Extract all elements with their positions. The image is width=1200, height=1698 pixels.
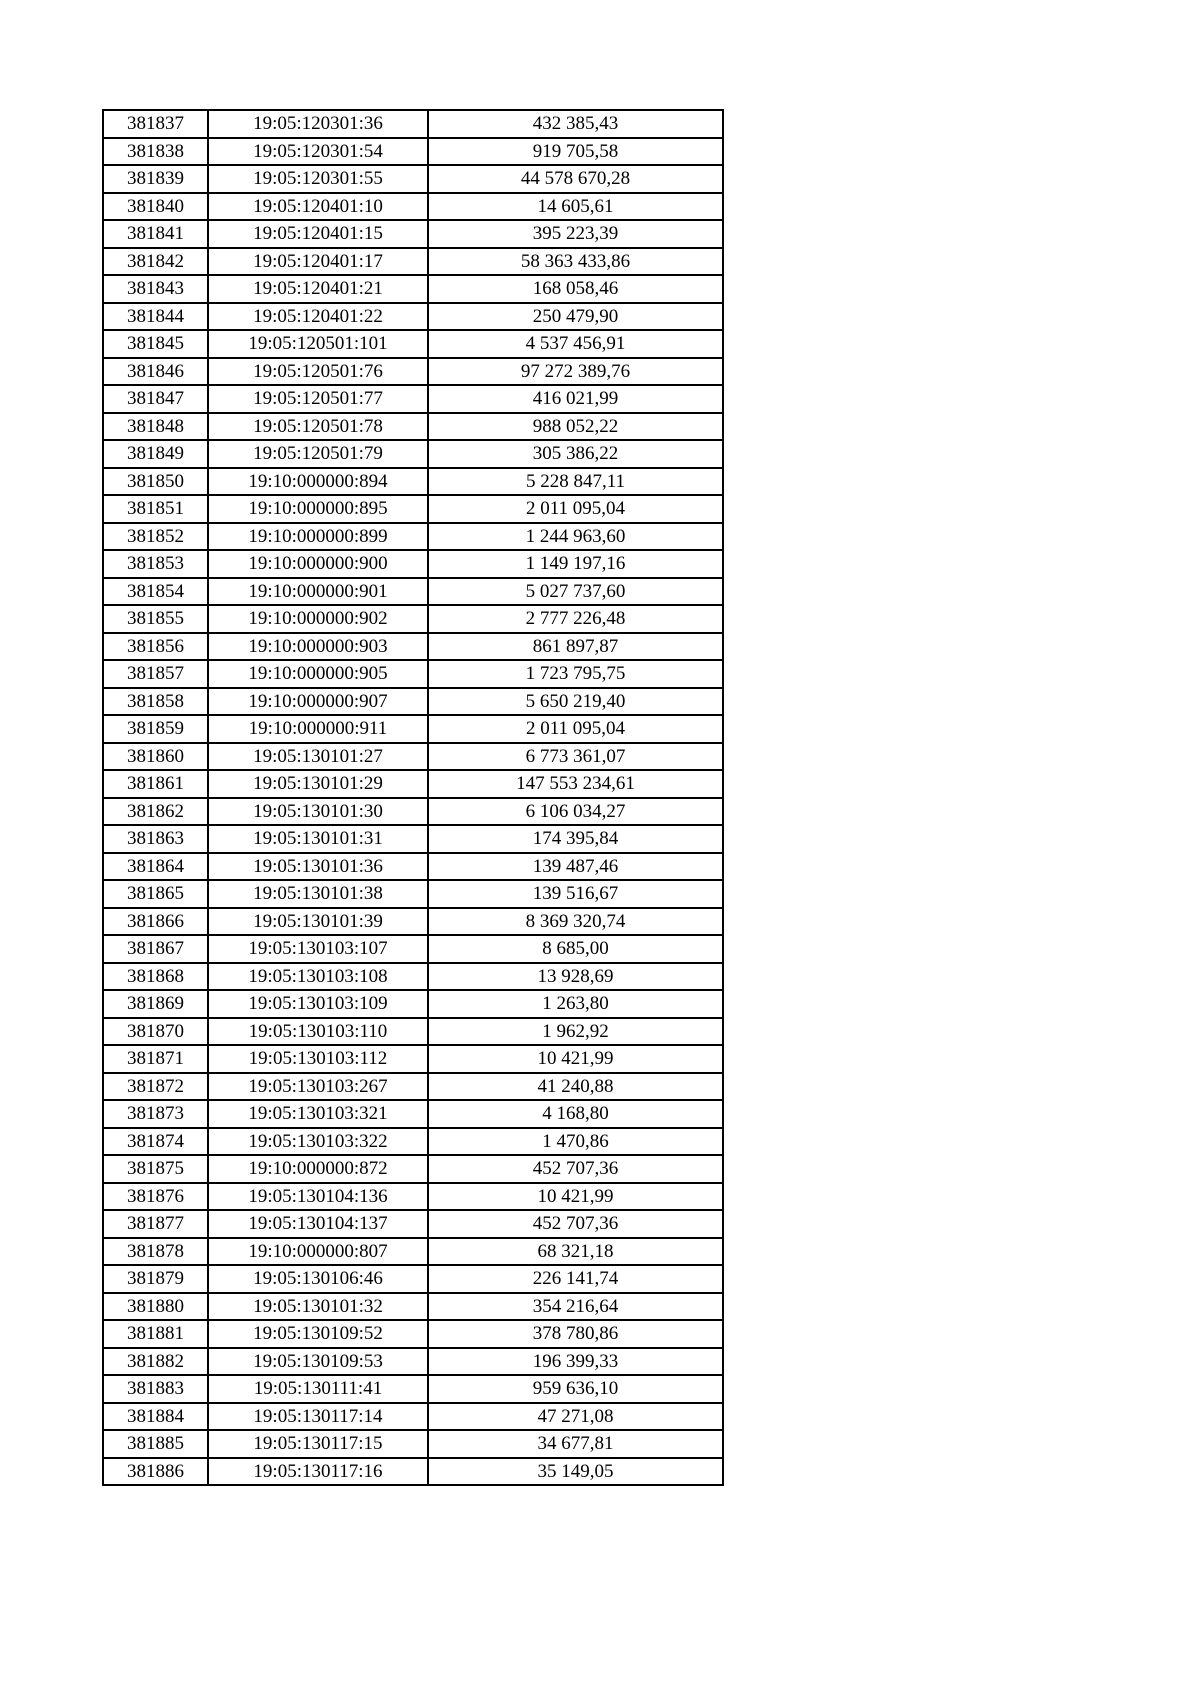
cadastral-number-cell: 19:05:120501:76 xyxy=(208,358,428,386)
table-row xyxy=(103,825,723,853)
row-number-cell: 381852 xyxy=(103,523,208,551)
row-number-cell: 381846 xyxy=(103,358,208,386)
row-number-cell: 381880 xyxy=(103,1293,208,1321)
row-number-cell: 381869 xyxy=(103,990,208,1018)
row-number-cell: 381848 xyxy=(103,413,208,441)
value-cell: 861 897,87 xyxy=(428,633,723,661)
value-cell: 41 240,88 xyxy=(428,1073,723,1101)
cadastral-number-cell: 19:05:130106:46 xyxy=(208,1265,428,1293)
row-number-cell: 381865 xyxy=(103,880,208,908)
table-row xyxy=(103,165,723,193)
table-row xyxy=(103,1073,723,1101)
table-row xyxy=(103,1045,723,1073)
cadastral-number-cell: 19:05:130103:107 xyxy=(208,935,428,963)
value-cell: 147 553 234,61 xyxy=(428,770,723,798)
row-number-cell: 381886 xyxy=(103,1458,208,1486)
row-number-cell: 381870 xyxy=(103,1018,208,1046)
table-row xyxy=(103,963,723,991)
table-row xyxy=(103,935,723,963)
value-cell: 8 369 320,74 xyxy=(428,908,723,936)
value-cell: 58 363 433,86 xyxy=(428,248,723,276)
table-row xyxy=(103,1155,723,1183)
row-number-cell: 381854 xyxy=(103,578,208,606)
value-cell: 2 011 095,04 xyxy=(428,495,723,523)
table-row xyxy=(103,523,723,551)
cadastral-number-cell: 19:10:000000:872 xyxy=(208,1155,428,1183)
table-row xyxy=(103,1320,723,1348)
table-row xyxy=(103,495,723,523)
value-cell: 1 244 963,60 xyxy=(428,523,723,551)
row-number-cell: 381862 xyxy=(103,798,208,826)
cadastral-number-cell: 19:10:000000:901 xyxy=(208,578,428,606)
row-number-cell: 381843 xyxy=(103,275,208,303)
value-cell: 1 149 197,16 xyxy=(428,550,723,578)
value-cell: 196 399,33 xyxy=(428,1348,723,1376)
table-row xyxy=(103,138,723,166)
row-number-cell: 381850 xyxy=(103,468,208,496)
row-number-cell: 381851 xyxy=(103,495,208,523)
row-number-cell: 381845 xyxy=(103,330,208,358)
row-number-cell: 381882 xyxy=(103,1348,208,1376)
table-row xyxy=(103,605,723,633)
value-cell: 226 141,74 xyxy=(428,1265,723,1293)
table-row xyxy=(103,1458,723,1486)
table-row xyxy=(103,468,723,496)
table-row xyxy=(103,990,723,1018)
row-number-cell: 381859 xyxy=(103,715,208,743)
row-number-cell: 381874 xyxy=(103,1128,208,1156)
value-cell: 919 705,58 xyxy=(428,138,723,166)
row-number-cell: 381844 xyxy=(103,303,208,331)
table-row xyxy=(103,1403,723,1431)
row-number-cell: 381857 xyxy=(103,660,208,688)
value-cell: 35 149,05 xyxy=(428,1458,723,1486)
value-cell: 432 385,43 xyxy=(428,110,723,138)
value-cell: 988 052,22 xyxy=(428,413,723,441)
table-row xyxy=(103,798,723,826)
table-row xyxy=(103,550,723,578)
value-cell: 2 011 095,04 xyxy=(428,715,723,743)
table-row xyxy=(103,1183,723,1211)
row-number-cell: 381879 xyxy=(103,1265,208,1293)
row-number-cell: 381849 xyxy=(103,440,208,468)
cadastral-number-cell: 19:10:000000:900 xyxy=(208,550,428,578)
cadastral-number-cell: 19:05:130103:108 xyxy=(208,963,428,991)
table-row xyxy=(103,220,723,248)
value-cell: 416 021,99 xyxy=(428,385,723,413)
value-cell: 44 578 670,28 xyxy=(428,165,723,193)
table-row xyxy=(103,1375,723,1403)
table-row xyxy=(103,908,723,936)
row-number-cell: 381873 xyxy=(103,1100,208,1128)
row-number-cell: 381878 xyxy=(103,1238,208,1266)
value-cell: 68 321,18 xyxy=(428,1238,723,1266)
cadastral-number-cell: 19:05:130101:32 xyxy=(208,1293,428,1321)
cadastral-number-cell: 19:05:130111:41 xyxy=(208,1375,428,1403)
row-number-cell: 381884 xyxy=(103,1403,208,1431)
value-cell: 139 516,67 xyxy=(428,880,723,908)
value-cell: 452 707,36 xyxy=(428,1155,723,1183)
table-row xyxy=(103,853,723,881)
cadastral-number-cell: 19:05:130101:30 xyxy=(208,798,428,826)
cadastral-number-cell: 19:05:130109:52 xyxy=(208,1320,428,1348)
row-number-cell: 381881 xyxy=(103,1320,208,1348)
value-cell: 34 677,81 xyxy=(428,1430,723,1458)
cadastral-number-cell: 19:05:130117:15 xyxy=(208,1430,428,1458)
row-number-cell: 381855 xyxy=(103,605,208,633)
row-number-cell: 381837 xyxy=(103,110,208,138)
value-cell: 168 058,46 xyxy=(428,275,723,303)
value-cell: 5 027 737,60 xyxy=(428,578,723,606)
table-row xyxy=(103,715,723,743)
cadastral-number-cell: 19:05:130101:31 xyxy=(208,825,428,853)
row-number-cell: 381842 xyxy=(103,248,208,276)
table-row xyxy=(103,385,723,413)
cadastral-number-cell: 19:05:120501:78 xyxy=(208,413,428,441)
cadastral-number-cell: 19:05:120501:101 xyxy=(208,330,428,358)
cadastral-number-cell: 19:05:130103:322 xyxy=(208,1128,428,1156)
row-number-cell: 381871 xyxy=(103,1045,208,1073)
table-row xyxy=(103,1293,723,1321)
table-row xyxy=(103,633,723,661)
cadastral-number-cell: 19:10:000000:903 xyxy=(208,633,428,661)
value-cell: 97 272 389,76 xyxy=(428,358,723,386)
value-cell: 1 263,80 xyxy=(428,990,723,1018)
row-number-cell: 381839 xyxy=(103,165,208,193)
row-number-cell: 381885 xyxy=(103,1430,208,1458)
table-row xyxy=(103,1128,723,1156)
value-cell: 305 386,22 xyxy=(428,440,723,468)
table-row xyxy=(103,275,723,303)
row-number-cell: 381841 xyxy=(103,220,208,248)
row-number-cell: 381876 xyxy=(103,1183,208,1211)
table-row xyxy=(103,1348,723,1376)
row-number-cell: 381877 xyxy=(103,1210,208,1238)
row-number-cell: 381856 xyxy=(103,633,208,661)
cadastral-number-cell: 19:05:130103:109 xyxy=(208,990,428,1018)
table-row xyxy=(103,770,723,798)
table-row xyxy=(103,578,723,606)
cadastral-number-cell: 19:05:130109:53 xyxy=(208,1348,428,1376)
cadastral-number-cell: 19:10:000000:899 xyxy=(208,523,428,551)
value-cell: 5 650 219,40 xyxy=(428,688,723,716)
table-row xyxy=(103,1265,723,1293)
registry-table-body xyxy=(103,110,723,1485)
cadastral-number-cell: 19:05:120401:17 xyxy=(208,248,428,276)
cadastral-number-cell: 19:10:000000:902 xyxy=(208,605,428,633)
value-cell: 1 470,86 xyxy=(428,1128,723,1156)
cadastral-number-cell: 19:05:130101:39 xyxy=(208,908,428,936)
table-row xyxy=(103,1100,723,1128)
row-number-cell: 381867 xyxy=(103,935,208,963)
row-number-cell: 381838 xyxy=(103,138,208,166)
value-cell: 6 106 034,27 xyxy=(428,798,723,826)
cadastral-number-cell: 19:05:120301:55 xyxy=(208,165,428,193)
cadastral-number-cell: 19:05:130103:267 xyxy=(208,1073,428,1101)
row-number-cell: 381875 xyxy=(103,1155,208,1183)
value-cell: 14 605,61 xyxy=(428,193,723,221)
value-cell: 4 168,80 xyxy=(428,1100,723,1128)
cadastral-number-cell: 19:05:130101:38 xyxy=(208,880,428,908)
row-number-cell: 381868 xyxy=(103,963,208,991)
value-cell: 378 780,86 xyxy=(428,1320,723,1348)
value-cell: 10 421,99 xyxy=(428,1183,723,1211)
table-row xyxy=(103,880,723,908)
cadastral-number-cell: 19:05:120401:15 xyxy=(208,220,428,248)
cadastral-number-cell: 19:10:000000:905 xyxy=(208,660,428,688)
value-cell: 8 685,00 xyxy=(428,935,723,963)
cadastral-number-cell: 19:05:130103:112 xyxy=(208,1045,428,1073)
cadastral-number-cell: 19:05:130117:14 xyxy=(208,1403,428,1431)
row-number-cell: 381883 xyxy=(103,1375,208,1403)
table-row xyxy=(103,1430,723,1458)
cadastral-number-cell: 19:05:130101:27 xyxy=(208,743,428,771)
row-number-cell: 381872 xyxy=(103,1073,208,1101)
cadastral-number-cell: 19:05:130101:36 xyxy=(208,853,428,881)
table-row xyxy=(103,1018,723,1046)
value-cell: 354 216,64 xyxy=(428,1293,723,1321)
cadastral-number-cell: 19:10:000000:895 xyxy=(208,495,428,523)
row-number-cell: 381860 xyxy=(103,743,208,771)
cadastral-number-cell: 19:05:120401:22 xyxy=(208,303,428,331)
row-number-cell: 381847 xyxy=(103,385,208,413)
cadastral-number-cell: 19:05:130101:29 xyxy=(208,770,428,798)
value-cell: 13 928,69 xyxy=(428,963,723,991)
value-cell: 959 636,10 xyxy=(428,1375,723,1403)
table-row xyxy=(103,358,723,386)
value-cell: 452 707,36 xyxy=(428,1210,723,1238)
table-row xyxy=(103,193,723,221)
cadastral-number-cell: 19:05:120301:54 xyxy=(208,138,428,166)
cadastral-number-cell: 19:05:130103:110 xyxy=(208,1018,428,1046)
table-row xyxy=(103,330,723,358)
row-number-cell: 381858 xyxy=(103,688,208,716)
value-cell: 174 395,84 xyxy=(428,825,723,853)
cadastral-number-cell: 19:05:120401:10 xyxy=(208,193,428,221)
row-number-cell: 381864 xyxy=(103,853,208,881)
value-cell: 47 271,08 xyxy=(428,1403,723,1431)
cadastral-number-cell: 19:05:130103:321 xyxy=(208,1100,428,1128)
cadastral-number-cell: 19:05:120401:21 xyxy=(208,275,428,303)
value-cell: 1 962,92 xyxy=(428,1018,723,1046)
cadastral-number-cell: 19:05:130104:137 xyxy=(208,1210,428,1238)
cadastral-number-cell: 19:10:000000:894 xyxy=(208,468,428,496)
row-number-cell: 381866 xyxy=(103,908,208,936)
cadastral-number-cell: 19:10:000000:807 xyxy=(208,1238,428,1266)
value-cell: 10 421,99 xyxy=(428,1045,723,1073)
table-row xyxy=(103,248,723,276)
cadastral-number-cell: 19:10:000000:907 xyxy=(208,688,428,716)
value-cell: 5 228 847,11 xyxy=(428,468,723,496)
table-row xyxy=(103,1210,723,1238)
cadastral-number-cell: 19:05:120301:36 xyxy=(208,110,428,138)
cadastral-number-cell: 19:05:130117:16 xyxy=(208,1458,428,1486)
table-row xyxy=(103,743,723,771)
value-cell: 6 773 361,07 xyxy=(428,743,723,771)
value-cell: 395 223,39 xyxy=(428,220,723,248)
row-number-cell: 381861 xyxy=(103,770,208,798)
table-row xyxy=(103,1238,723,1266)
value-cell: 1 723 795,75 xyxy=(428,660,723,688)
value-cell: 4 537 456,91 xyxy=(428,330,723,358)
row-number-cell: 381840 xyxy=(103,193,208,221)
value-cell: 250 479,90 xyxy=(428,303,723,331)
table-row xyxy=(103,303,723,331)
table-row xyxy=(103,688,723,716)
cadastral-number-cell: 19:05:130104:136 xyxy=(208,1183,428,1211)
value-cell: 2 777 226,48 xyxy=(428,605,723,633)
cadastral-number-cell: 19:05:120501:79 xyxy=(208,440,428,468)
registry-table xyxy=(102,109,724,1486)
cadastral-number-cell: 19:10:000000:911 xyxy=(208,715,428,743)
table-row xyxy=(103,440,723,468)
table-row xyxy=(103,413,723,441)
table-row xyxy=(103,110,723,138)
row-number-cell: 381853 xyxy=(103,550,208,578)
row-number-cell: 381863 xyxy=(103,825,208,853)
cadastral-number-cell: 19:05:120501:77 xyxy=(208,385,428,413)
value-cell: 139 487,46 xyxy=(428,853,723,881)
table-row xyxy=(103,660,723,688)
